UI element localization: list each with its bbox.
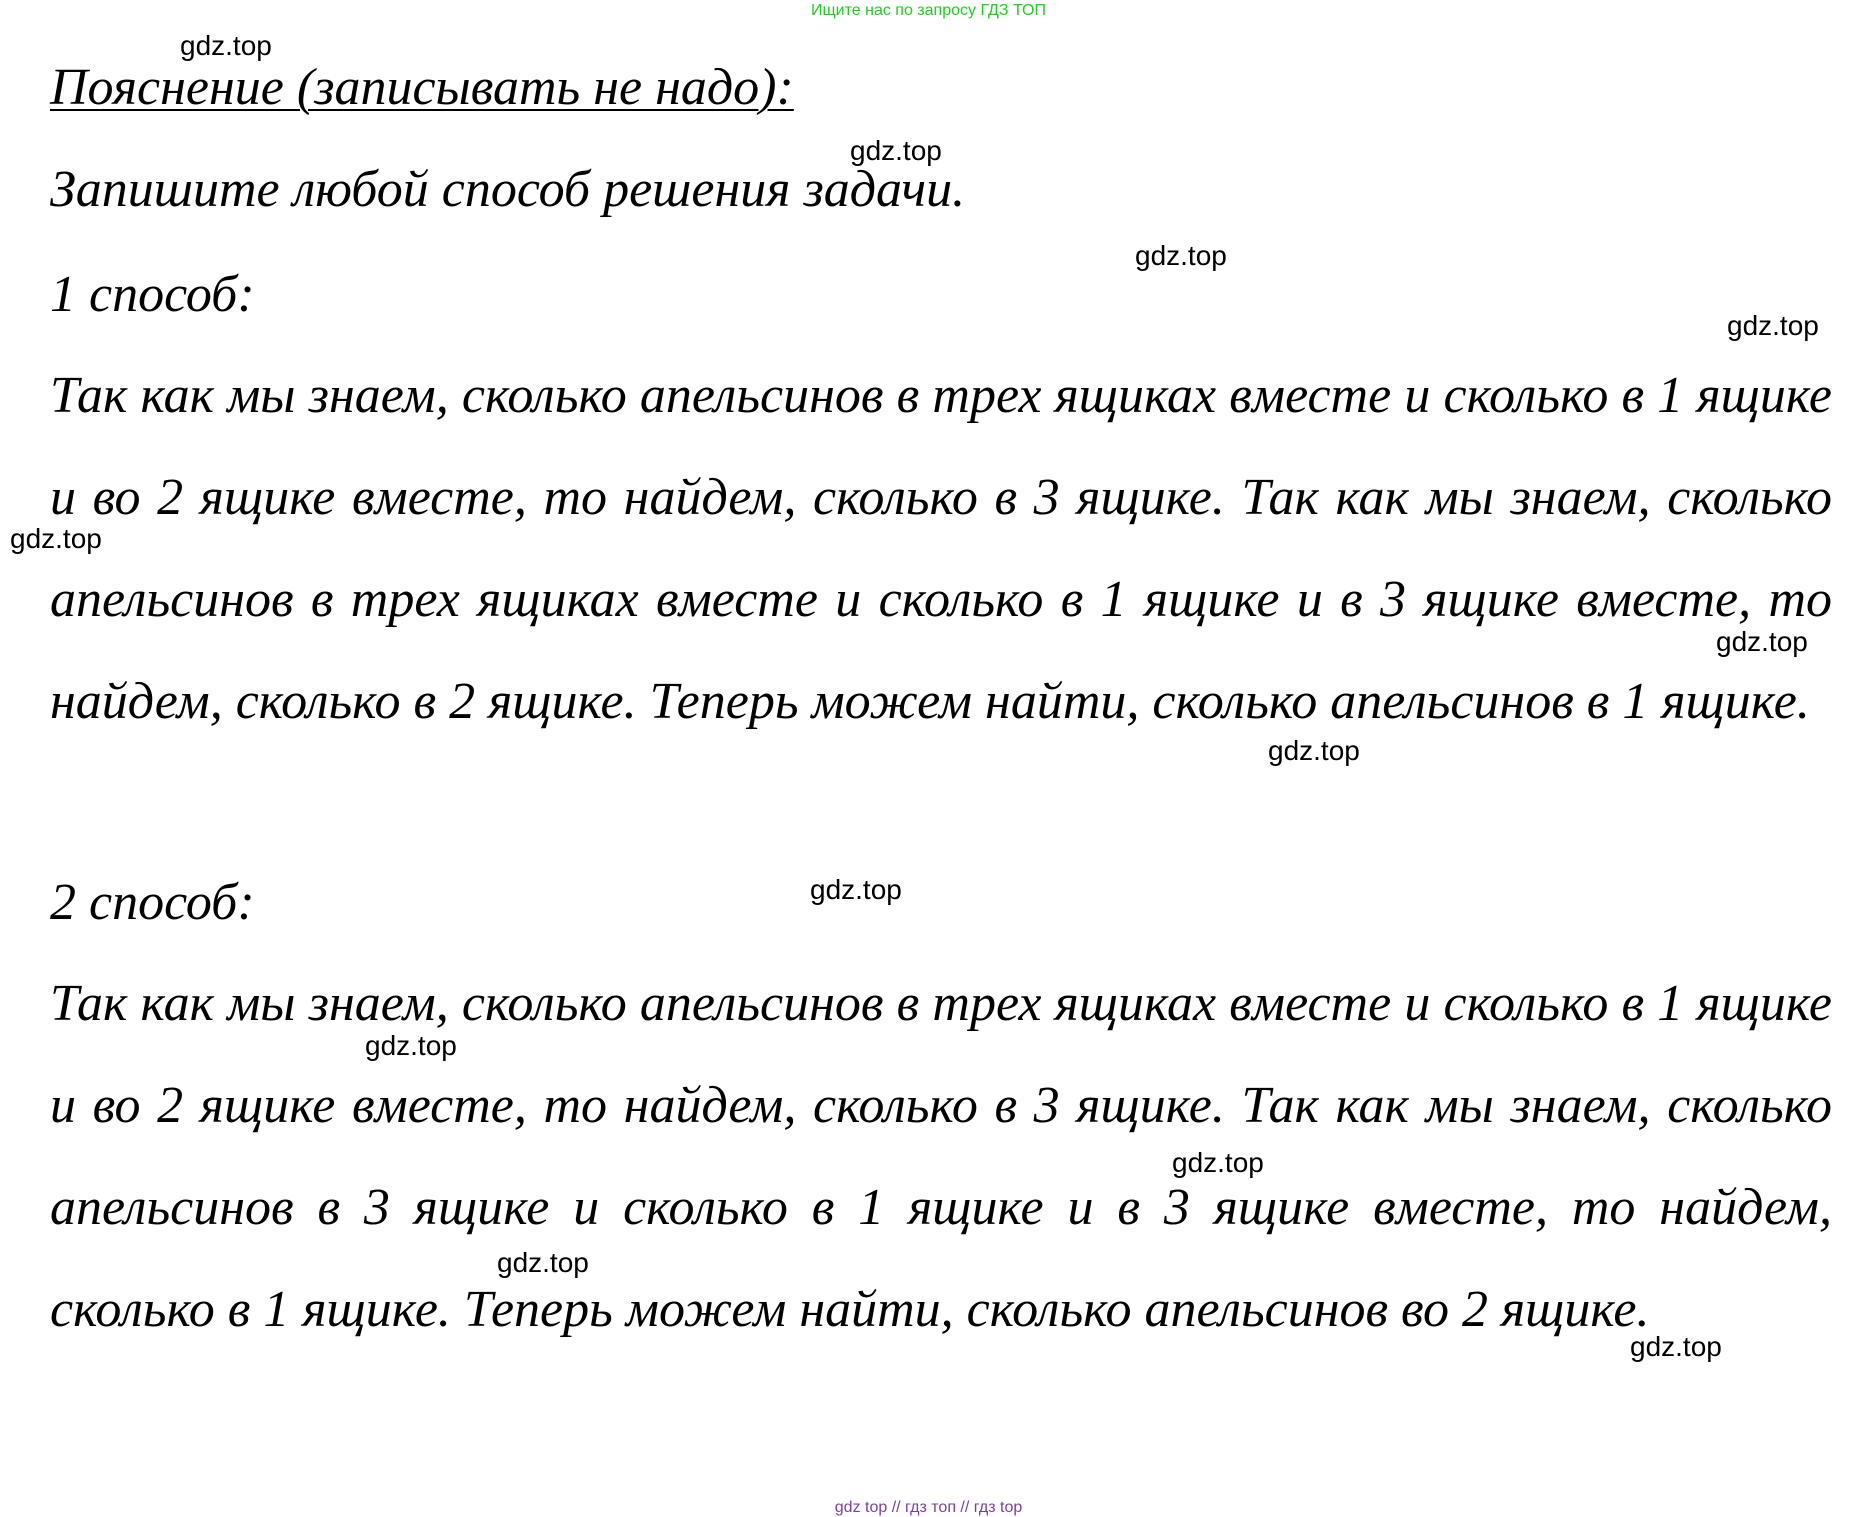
watermark: gdz.top [1172, 1147, 1264, 1178]
explanation-heading: Пояснение (записывать не надо): [50, 59, 794, 116]
method-1-text: Так как мы знаем, сколько апельсинов в трех ящиках вместе и сколько в 1 ящике и во 2 ящике вместе, то найдем, сколько в 3 ящике. Так как мы знаем, сколько апельсинов в трех ящиках вместе и сколько в 1 ящике и в 3 ящике вместе, то найдем, сколько в 2 ящике. Теперь можем найти, сколько апельсинов в 1 ящике. [50, 367, 1832, 730]
method-2-label: 2 способ: [50, 874, 255, 931]
method-1-label: 1 способ: [50, 266, 255, 323]
watermark: gdz.top [850, 135, 942, 166]
watermark: gdz.top [10, 523, 102, 554]
intro-text: Запишите любой способ решения задачи. [50, 161, 966, 218]
watermark: gdz.top [497, 1247, 589, 1278]
watermark: gdz.top [1268, 735, 1360, 766]
watermark: gdz.top [1727, 310, 1819, 341]
footer-links: gdz top // гдз топ // гдз top [834, 1499, 1023, 1516]
watermark: gdz.top [1630, 1331, 1722, 1362]
watermark: gdz.top [810, 874, 902, 905]
method-2-text: Так как мы знаем, сколько апельсинов в трех ящиках вместе и сколько в 1 ящике и во 2 ящике вместе, то найдем, сколько в 3 ящике. Так как мы знаем, сколько апельсинов в 3 ящике и сколько в 1 ящике и в 3 ящике вместе, то найдем, сколько в 1 ящике. Теперь можем найти, сколько апельсинов во 2 ящике. [50, 975, 1832, 1338]
watermark: gdz.top [1716, 626, 1808, 657]
top-banner: Ищите нас по запросу ГДЗ ТОП [811, 2, 1046, 19]
watermark: gdz.top [365, 1030, 457, 1061]
watermark: gdz.top [180, 30, 272, 61]
watermark: gdz.top [1135, 240, 1227, 271]
